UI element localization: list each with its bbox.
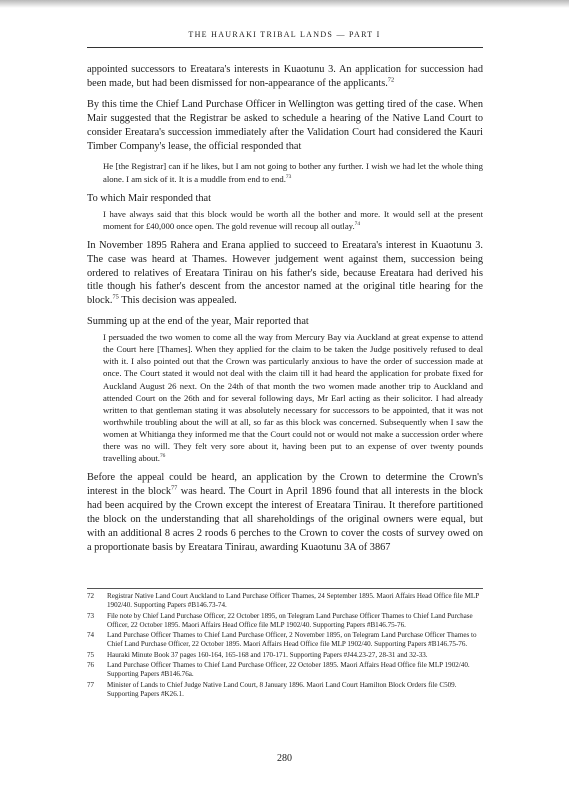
footnote-ref[interactable]: 77 xyxy=(170,484,178,492)
paragraph: By this time the Chief Land Purchase Officer in Wellington was getting tired of the case. When Mair suggested that the Registrar be asked to schedule a hearing of the Native Land Court to consider Ereatara's succession immediately after the Validation Court had considered the Kauri Timber Company's lease, the official responded that xyxy=(87,98,483,152)
block-quote xyxy=(103,331,483,464)
page-number: 280 xyxy=(277,753,292,764)
paragraph xyxy=(87,471,483,554)
quote-text: I have always said that this block would be worth all the bother and more. It would sell at the present moment for £40,000 once open. The gold revenue will recoup all outlay. xyxy=(103,208,483,231)
paragraph-text: In November 1895 Rahera and Erana applied to succeed to Ereatara's interest in Kuaotunu 3. The case was heard at Thames. However judgement went against them, succession being ordered to relatives of Ereatara Tinirau on his father's side, because Ereatara had derived his title though his father's descent from the ancestor named at the original title hearing for the block. xyxy=(87,239,483,307)
footnote-number: 75 xyxy=(87,650,95,659)
footnote-item xyxy=(87,612,483,631)
footnote-text: Minister of Lands to Chief Judge Native Land Court, 8 January 1896. Maori Land Court Hamilton Block Orders file C509. Supporting Papers #K26.1. xyxy=(107,680,457,698)
block-quote xyxy=(103,208,483,232)
footnote-item xyxy=(87,661,483,680)
block-quote xyxy=(103,160,483,184)
footnote-text: File note by Chief Land Purchase Officer, 22 October 1895, on Telegram Land Purchase Officer Thames to Chief Land Purchase Officer, 22 October 1895. Maori Affairs Head Office file MLP 1902/40. Supporting Papers #B146.75-76. xyxy=(107,611,473,629)
footnote-rule xyxy=(87,588,483,589)
footnote-item xyxy=(87,651,483,660)
footnote-ref[interactable]: 72 xyxy=(387,76,395,84)
paragraph xyxy=(87,239,483,309)
paragraph: Summing up at the end of the year, Mair reported that xyxy=(87,316,309,328)
footnote-item xyxy=(87,631,483,650)
footnote-number: 73 xyxy=(87,611,95,620)
footnote-text: Hauraki Minute Book 37 pages 160-164, 165-168 and 170-171. Supporting Papers #J44.23-27, 28-31 and 32-33. xyxy=(107,650,428,659)
footnote-ref[interactable]: 75 xyxy=(112,293,119,301)
footnotes xyxy=(87,592,483,700)
footnote-text: Land Purchase Officer Thames to Chief Land Purchase Officer, 2 November 1895, on Telegram Land Purchase Officer Thames to Chief Land Purchase Officer, 22 October 1895. Maori Affairs Head Office file MLP 1902/40. Supporting Papers #B146.75-76. xyxy=(107,631,477,649)
paragraph-text: Before the appeal could be heard, an application by the Crown to determine the Crown's interest in the block xyxy=(87,472,483,498)
footnote-text: Land Purchase Officer Thames to Chief Land Purchase Officer, 22 October 1895. Maori Affairs Head Office file MLP 1902/40. Supporting Papers #B146.76a. xyxy=(107,661,470,679)
running-header: THE HAURAKI TRIBAL LANDS — PART I xyxy=(188,30,381,39)
paragraph-text: was heard. The Court in April 1896 found that all interests in the block had been acquired by the Crown except the interest of Ereatara Tinirau. It therefore partitioned the block on the understanding that all shareholdings of the original owners were equal, but with an additional 8 acres 2 roods 6 perches to the Crown to cover the costs of survey owed on a proportionate basis by Ereatara Tinirau, awarding Kuaotunu 3A of 3867 xyxy=(87,486,484,553)
footnote-number: 76 xyxy=(87,661,95,670)
paragraph-text: This decision was appealed. xyxy=(118,295,237,307)
header-rule xyxy=(87,47,483,48)
paragraph xyxy=(87,63,483,91)
footnote-ref[interactable]: 73 xyxy=(285,173,292,180)
footnote-ref[interactable]: 74 xyxy=(354,220,361,227)
footnote-item xyxy=(87,681,483,700)
footnote-item xyxy=(87,592,483,611)
paragraph: To which Mair responded that xyxy=(87,192,211,204)
footnote-number: 74 xyxy=(87,631,95,640)
body-text xyxy=(87,63,483,562)
paragraph-text: appointed successors to Ereatara's interests in Kuaotunu 3. An application for succession had been made, but had been dismissed for non-appearance of the applicants. xyxy=(87,64,483,89)
quote-text: I persuaded the two women to come all the way from Mercury Bay via Auckland at great expense to attend the Court here [Thames]. When they applied for the claim to be taken the Judge positively refused to deal with it. I also pointed out that the Crown was particularly anxious to have the order of succession made at once. The Court stated it would not deal with the claim till it had heard the application for probate fixed for Auckland August 26 next. On the 24th of that month the two women made another trip to Auckland and attended Court on the 26th and for several following days, Mr Earl acting as their solicitor. I had already written to that gentleman stating it was absolutely necessary for successors to be appointed, that it was not worthwhile troubling about the will at all, so far as this block was concerned. Subsequently when I saw the women at Whitianga they informed me that the Court could not or would not make a succession order where there was no will. They felt very sore about it, having been put to an expense of over twenty pounds travelling about. xyxy=(103,332,483,464)
footnote-number: 77 xyxy=(87,680,95,689)
quote-text: He [the Registrar] can if he likes, but I am not going to bother any further. I wish we had let the whole thing alone. I am sick of it. It is a muddle from end to end. xyxy=(103,161,483,184)
scan-shadow xyxy=(0,0,569,8)
footnote-text: Registrar Native Land Court Auckland to Land Purchase Officer Thames, 24 September 1895. Maori Affairs Head Office file MLP 1902/40. Supporting Papers #B146.73-74. xyxy=(107,592,479,610)
footnote-ref[interactable]: 76 xyxy=(159,453,166,460)
footnote-number: 72 xyxy=(87,592,95,600)
